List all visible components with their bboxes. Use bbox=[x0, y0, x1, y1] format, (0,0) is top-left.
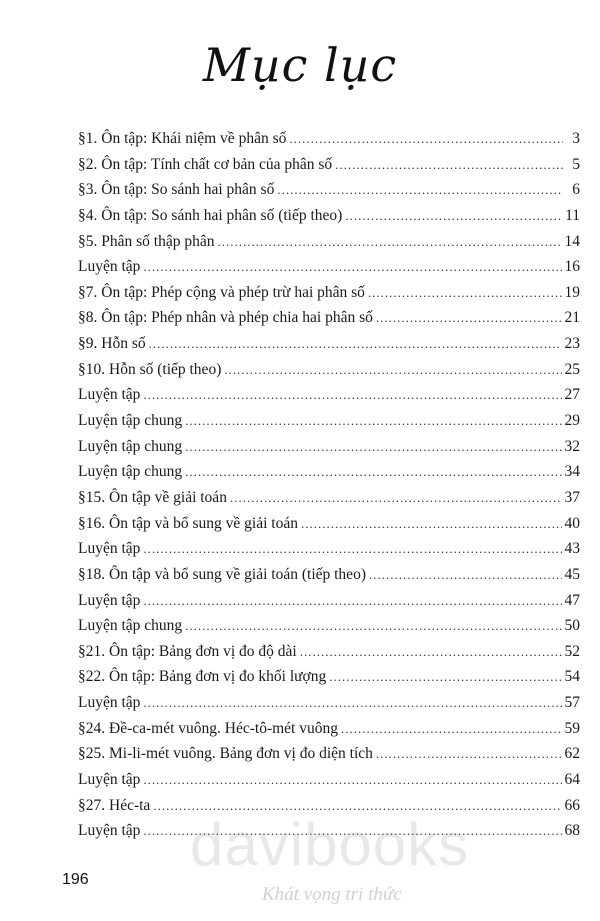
toc-entry-page: 6 bbox=[572, 181, 580, 199]
toc-entry-title: §24. Đề-ca-mét vuông. Héc-tô-mét vuông bbox=[78, 719, 338, 737]
toc-entry-page: 66 bbox=[564, 796, 580, 814]
dot-leader bbox=[368, 280, 562, 306]
toc-entry-page: 29 bbox=[564, 412, 580, 430]
toc-entry bbox=[78, 639, 580, 665]
toc-entry-title: Luyện tập bbox=[78, 386, 141, 404]
toc-entry bbox=[78, 177, 580, 203]
toc-entry-page: 37 bbox=[564, 488, 580, 506]
toc-entry-title: Luyện tập bbox=[78, 694, 141, 712]
dot-leader bbox=[277, 177, 563, 203]
dot-leader bbox=[143, 767, 561, 793]
toc-entry-page: 5 bbox=[572, 155, 580, 173]
toc-entry bbox=[78, 613, 580, 639]
toc-entry bbox=[78, 152, 580, 178]
dot-leader bbox=[143, 536, 561, 562]
toc-entry-page: 16 bbox=[564, 258, 580, 276]
toc-entry-page: 32 bbox=[564, 437, 580, 455]
toc-entry bbox=[78, 485, 580, 511]
toc-entry-page: 19 bbox=[564, 283, 580, 301]
toc-entry bbox=[78, 305, 580, 331]
toc-entry-title: Luyện tập bbox=[78, 771, 141, 789]
toc-entry-page: 62 bbox=[564, 745, 580, 763]
toc-entry-page: 47 bbox=[564, 591, 580, 609]
toc-entry bbox=[78, 664, 580, 690]
toc-entry-title: Luyện tập chung bbox=[78, 412, 183, 430]
page-title: Mục lục bbox=[202, 38, 398, 92]
toc-entry bbox=[78, 408, 580, 434]
toc-entry-page: 64 bbox=[564, 771, 580, 789]
toc-entry-page: 14 bbox=[564, 232, 580, 250]
toc-entry-page: 59 bbox=[564, 719, 580, 737]
page-number: 196 bbox=[62, 871, 89, 888]
toc-entry-title: §3. Ôn tập: So sánh hai phân số bbox=[78, 181, 275, 199]
dot-leader bbox=[335, 152, 563, 178]
toc-entry-title: §25. Mi-li-mét vuông. Bảng đơn vị đo diện tích bbox=[78, 745, 373, 763]
toc-entry-title: §22. Ôn tập: Bảng đơn vị đo khối lượng bbox=[78, 668, 327, 686]
toc-entry-page: 3 bbox=[572, 130, 580, 147]
toc-entry-page: 45 bbox=[564, 565, 580, 583]
dot-leader bbox=[301, 511, 562, 537]
toc-entry bbox=[78, 511, 580, 537]
toc-entry-title: §5. Phân số thập phân bbox=[78, 232, 215, 250]
toc-entry-page: 34 bbox=[564, 463, 580, 481]
toc-entry-page: 57 bbox=[564, 694, 580, 712]
dot-leader bbox=[149, 331, 562, 357]
toc-entry bbox=[78, 741, 580, 767]
toc-entry bbox=[78, 562, 580, 588]
toc-entry-title: §15. Ôn tập về giải toán bbox=[78, 488, 227, 506]
toc-entry-page: 25 bbox=[564, 360, 580, 378]
toc-entry-title: §21. Ôn tập: Bảng đơn vị đo độ dài bbox=[78, 642, 297, 660]
toc-entry bbox=[78, 716, 580, 742]
toc-entry-title: §10. Hỗn số (tiếp theo) bbox=[78, 360, 222, 378]
dot-leader bbox=[217, 229, 561, 255]
toc-entry-title: §1. Ôn tập: Khái niệm về phân số bbox=[78, 130, 287, 147]
toc-entry-title: §18. Ôn tập và bổ sung về giải toán (tiếp theo) bbox=[78, 565, 366, 583]
dot-leader bbox=[341, 716, 562, 742]
toc-entry-title: Luyện tập bbox=[78, 591, 141, 609]
dot-leader bbox=[300, 639, 562, 665]
dot-leader bbox=[143, 588, 561, 614]
toc-entry bbox=[78, 280, 580, 306]
toc-entry-page: 50 bbox=[564, 617, 580, 635]
toc-entry-page: 40 bbox=[564, 514, 580, 532]
table-of-contents bbox=[78, 126, 580, 844]
dot-leader bbox=[289, 126, 563, 152]
toc-entry-title: Luyện tập bbox=[78, 822, 141, 840]
dot-leader bbox=[376, 305, 562, 331]
toc-entry bbox=[78, 459, 580, 485]
toc-entry bbox=[78, 382, 580, 408]
toc-entry-title: §16. Ôn tập và bổ sung về giải toán bbox=[78, 514, 298, 532]
toc-entry-title: Luyện tập bbox=[78, 540, 141, 558]
toc-entry bbox=[78, 434, 580, 460]
toc-entry-title: §9. Hỗn số bbox=[78, 335, 146, 353]
toc-entry bbox=[78, 126, 580, 152]
dot-leader bbox=[143, 690, 561, 716]
toc-entry bbox=[78, 588, 580, 614]
toc-entry-page: 21 bbox=[564, 309, 580, 327]
dot-leader bbox=[369, 562, 562, 588]
dot-leader bbox=[185, 434, 561, 460]
toc-entry-title: §2. Ôn tập: Tính chất cơ bản của phân số bbox=[78, 155, 333, 173]
toc-entry bbox=[78, 331, 580, 357]
toc-entry-page: 43 bbox=[564, 540, 580, 558]
toc-entry-page: 68 bbox=[564, 822, 580, 840]
dot-leader bbox=[230, 485, 562, 511]
toc-entry-title: Luyện tập bbox=[78, 258, 141, 276]
toc-entry-page: 52 bbox=[564, 642, 580, 660]
toc-entry bbox=[78, 203, 580, 229]
toc-entry bbox=[78, 254, 580, 280]
toc-entry-page: 23 bbox=[564, 335, 580, 353]
dot-leader bbox=[376, 741, 562, 767]
toc-entry-page: 54 bbox=[564, 668, 580, 686]
toc-entry-title: Luyện tập chung bbox=[78, 437, 183, 455]
dot-leader bbox=[329, 664, 561, 690]
dot-leader bbox=[185, 613, 561, 639]
toc-entry-title: §27. Héc-ta bbox=[78, 796, 151, 814]
toc-entry bbox=[78, 690, 580, 716]
toc-entry bbox=[78, 229, 580, 255]
dot-leader bbox=[224, 357, 561, 383]
toc-entry-title: Luyện tập chung bbox=[78, 617, 183, 635]
watermark-brand: davibooks bbox=[190, 811, 470, 878]
toc-entry bbox=[78, 536, 580, 562]
toc-entry-title: §4. Ôn tập: So sánh hai phân số (tiếp theo) bbox=[78, 206, 343, 224]
toc-entry-title: Luyện tập chung bbox=[78, 463, 183, 481]
toc-entry-title: §8. Ôn tập: Phép nhân và phép chia hai phân số bbox=[78, 309, 373, 327]
toc-entry bbox=[78, 357, 580, 383]
toc-entry-title: §7. Ôn tập: Phép cộng và phép trừ hai phân số bbox=[78, 283, 365, 301]
dot-leader bbox=[143, 254, 561, 280]
toc-entry bbox=[78, 767, 580, 793]
dot-leader bbox=[143, 382, 561, 408]
toc-entry-page: 27 bbox=[564, 386, 580, 404]
dot-leader bbox=[345, 203, 562, 229]
watermark-tagline: Khát vọng tri thức bbox=[262, 884, 402, 905]
dot-leader bbox=[185, 408, 561, 434]
dot-leader bbox=[185, 459, 561, 485]
toc-entry-page: 11 bbox=[565, 206, 580, 224]
